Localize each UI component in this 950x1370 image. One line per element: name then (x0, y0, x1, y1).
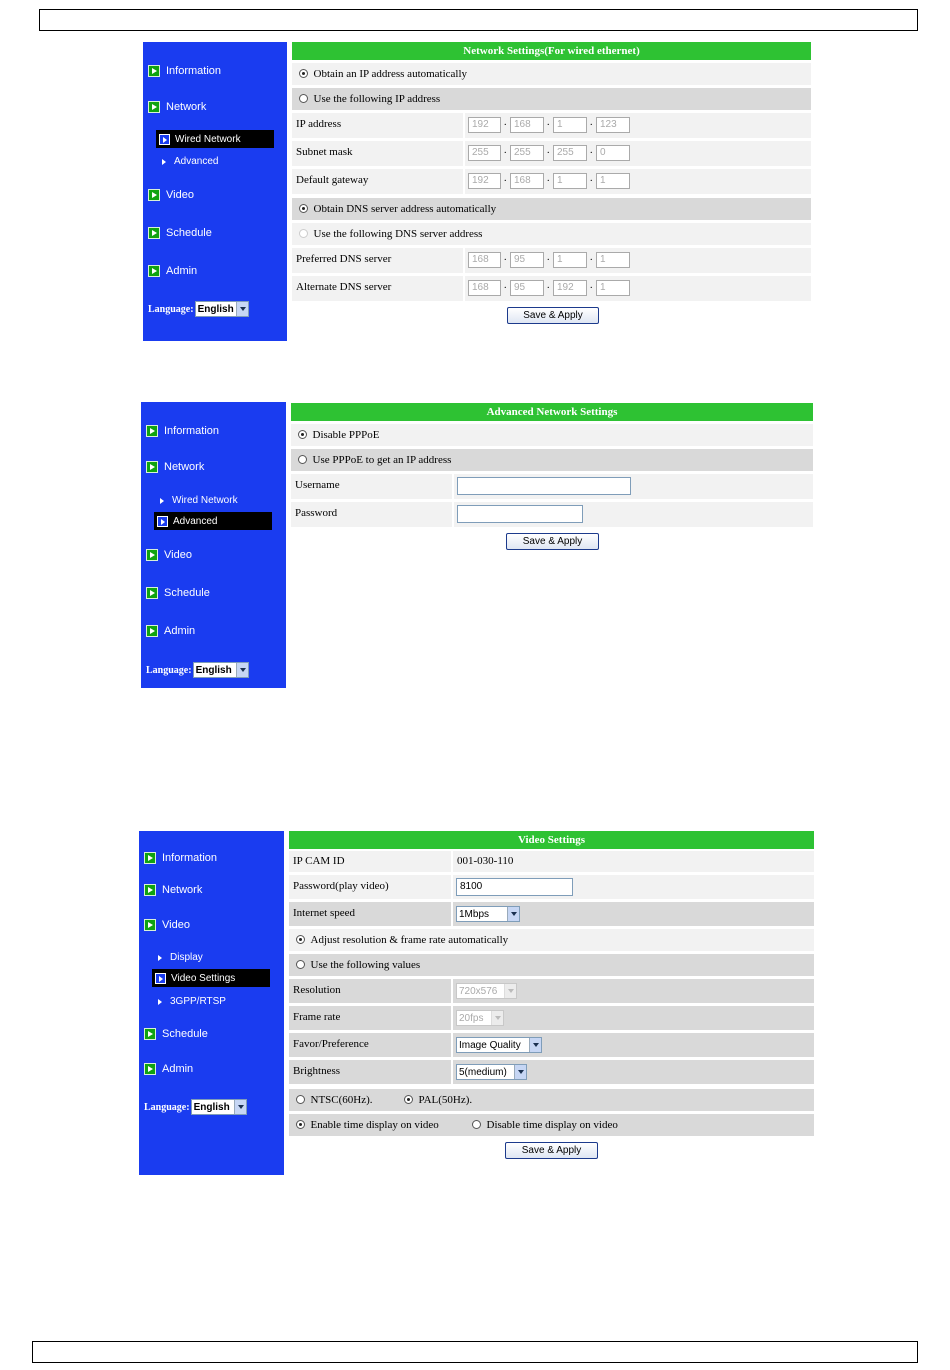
sidebar-item-admin[interactable]: Admin (144, 1061, 193, 1077)
sidebar-item-admin[interactable]: Admin (146, 623, 195, 639)
row-video-standard (289, 1089, 814, 1111)
label-use-following-dns: Use the following DNS server address (313, 228, 483, 240)
radio-enable-time[interactable] (296, 1120, 305, 1129)
label-password-play: Password(play video) (293, 880, 389, 892)
arrow-icon (155, 973, 166, 984)
frame-rate-select[interactable]: 20fps (456, 1010, 504, 1026)
row-use-ip (292, 88, 811, 110)
row-favor-preference (289, 1033, 814, 1057)
row-adjust-auto (289, 929, 814, 951)
label-brightness: Brightness (293, 1065, 341, 1077)
label-adjust-auto: Adjust resolution & frame rate automatically (310, 934, 509, 946)
arrow-icon (144, 1028, 156, 1040)
row-default-gateway: Default gateway 192 . 168 . 1 . 1 (292, 169, 811, 194)
label-obtain-dns-auto: Obtain DNS server address automatically (313, 203, 497, 215)
label-resolution: Resolution (293, 984, 341, 996)
row-time-display (289, 1114, 814, 1136)
row-preferred-dns: Preferred DNS server 168 . 95 . 1 . 1 (292, 248, 811, 273)
sidebar-subitem-wired-network[interactable]: Wired Network (160, 493, 238, 508)
save-apply-button[interactable]: Save & Apply (507, 307, 599, 324)
label-ipcam-id: IP CAM ID (293, 855, 345, 867)
sidebar-subitem-video-settings[interactable]: Video Settings (152, 969, 270, 987)
ip-octet-1[interactable]: 192 (468, 117, 501, 133)
chevron-down-icon (236, 302, 248, 316)
sidebar-item-schedule[interactable]: Schedule (148, 225, 212, 241)
internet-speed-select[interactable]: 1Mbps (456, 906, 520, 922)
radio-use-following-ip[interactable] (299, 94, 308, 103)
password-play-field[interactable]: 8100 (456, 878, 573, 896)
arrow-icon (146, 425, 158, 437)
row-password (289, 875, 814, 899)
language-select[interactable]: English (195, 301, 249, 317)
label-frame-rate: Frame rate (293, 1011, 341, 1023)
chevron-down-icon (529, 1038, 541, 1052)
label-use-following-ip: Use the following IP address (313, 93, 441, 105)
row-resolution (289, 979, 814, 1003)
pdns-octet-4[interactable]: 1 (596, 252, 630, 268)
pdns-octet-2[interactable]: 95 (510, 252, 544, 268)
arrow-icon (148, 227, 160, 239)
radio-obtain-ip-auto[interactable] (299, 69, 308, 78)
arrow-icon (162, 159, 166, 165)
chevron-down-icon (514, 1065, 526, 1079)
row-obtain-dns (292, 198, 811, 220)
sidebar-item-information[interactable]: Information (144, 850, 217, 866)
ip-octet-2[interactable]: 168 (510, 117, 544, 133)
subnet-octet-2[interactable]: 255 (510, 145, 544, 161)
label-username: Username (295, 479, 340, 491)
section-title: Network Settings(For wired ethernet) (292, 42, 811, 60)
section-title: Advanced Network Settings (291, 403, 813, 421)
page-footer-frame (32, 1341, 918, 1363)
sidebar-subitem-advanced[interactable]: Advanced (154, 512, 272, 530)
subnet-octet-4[interactable]: 0 (596, 145, 630, 161)
radio-adjust-auto[interactable] (296, 935, 305, 944)
sidebar-item-video[interactable]: Video (146, 547, 192, 563)
row-brightness (289, 1060, 814, 1084)
arrow-icon (148, 265, 160, 277)
arrow-icon (144, 884, 156, 896)
label-use-following-values: Use the following values (310, 959, 421, 971)
ipcam-id-value: 001-030-110 (457, 855, 514, 867)
row-frame-rate (289, 1006, 814, 1030)
chevron-down-icon (507, 907, 519, 921)
radio-use-following-values[interactable] (296, 960, 305, 969)
arrow-icon (148, 65, 160, 77)
arrow-icon (158, 955, 162, 961)
language-selector (148, 301, 249, 317)
label-subnet-mask: Subnet mask (296, 146, 353, 158)
network-settings-form (292, 42, 811, 332)
radio-disable-time[interactable] (472, 1120, 481, 1129)
sidebar-item-network[interactable]: Network (148, 99, 206, 115)
label-favor-preference: Favor/Preference (293, 1038, 369, 1050)
language-selector (146, 662, 249, 678)
password-field[interactable] (457, 505, 583, 523)
subnet-octet-3[interactable]: 255 (553, 145, 587, 161)
arrow-icon (148, 101, 160, 113)
arrow-icon (157, 516, 168, 527)
label-disable-pppoe: Disable PPPoE (312, 429, 380, 441)
label-preferred-dns: Preferred DNS server (296, 253, 392, 265)
pdns-octet-3[interactable]: 1 (553, 252, 587, 268)
advanced-network-form (291, 403, 813, 553)
row-subnet-mask: Subnet mask 255 . 255 . 255 . 0 (292, 141, 811, 166)
label-disable-time: Disable time display on video (486, 1119, 618, 1131)
chevron-down-icon (234, 1100, 246, 1114)
adns-octet-3[interactable]: 192 (553, 280, 587, 296)
label-ntsc: NTSC(60Hz). (310, 1094, 373, 1106)
section-title: Video Settings (289, 831, 814, 849)
label-alternate-dns: Alternate DNS server (296, 281, 392, 293)
label-enable-time: Enable time display on video (310, 1119, 439, 1131)
arrow-icon (148, 189, 160, 201)
sidebar-item-network[interactable]: Network (144, 882, 202, 898)
language-select[interactable]: English (193, 662, 249, 678)
chevron-down-icon (236, 663, 248, 677)
radio-use-pppoe[interactable] (298, 455, 307, 464)
ip-octet-4[interactable]: 123 (596, 117, 630, 133)
language-label: Language: (146, 664, 192, 676)
label-password: Password (295, 507, 338, 519)
language-selector (144, 1099, 247, 1115)
arrow-icon (144, 852, 156, 864)
gateway-octet-3[interactable]: 1 (553, 173, 587, 189)
arrow-icon (146, 625, 158, 637)
sidebar-item-schedule[interactable]: Schedule (144, 1026, 208, 1042)
sidebar-item-schedule[interactable]: Schedule (146, 585, 210, 601)
row-use-pppoe (291, 449, 813, 471)
adns-octet-2[interactable]: 95 (510, 280, 544, 296)
page-header-frame (39, 9, 918, 31)
label-internet-speed: Internet speed (293, 907, 355, 919)
row-alternate-dns: Alternate DNS server 168 . 95 . 192 . 1 (292, 276, 811, 301)
gateway-octet-4[interactable]: 1 (596, 173, 630, 189)
language-label: Language: (148, 303, 194, 315)
arrow-icon (146, 587, 158, 599)
label-ip-address: IP address (296, 118, 342, 130)
row-use-dns (292, 223, 811, 245)
gateway-octet-2[interactable]: 168 (510, 173, 544, 189)
row-password (291, 502, 813, 527)
row-obtain-ip (292, 63, 811, 85)
arrow-icon (144, 1063, 156, 1075)
label-obtain-ip-auto: Obtain an IP address automatically (313, 68, 468, 80)
chevron-down-icon (491, 1011, 503, 1025)
subnet-octet-1[interactable]: 255 (468, 145, 501, 161)
video-settings-form (289, 831, 814, 1161)
sidebar-subitem-wired-network[interactable]: Wired Network (156, 130, 274, 148)
radio-ntsc[interactable] (296, 1095, 305, 1104)
sidebar-subitem-display[interactable]: Display (158, 950, 203, 965)
favor-preference-select[interactable]: Image Quality (456, 1037, 542, 1053)
language-select[interactable]: English (191, 1099, 247, 1115)
arrow-icon (160, 498, 164, 504)
label-use-pppoe: Use PPPoE to get an IP address (312, 454, 452, 466)
sidebar-item-network[interactable]: Network (146, 459, 204, 475)
label-pal: PAL(50Hz). (418, 1094, 473, 1106)
gateway-octet-1[interactable]: 192 (468, 173, 501, 189)
row-disable-pppoe (291, 424, 813, 446)
row-internet-speed (289, 902, 814, 926)
ip-octet-3[interactable]: 1 (553, 117, 587, 133)
sidebar-item-video[interactable]: Video (144, 917, 190, 933)
chevron-down-icon (504, 984, 516, 998)
radio-pal[interactable] (404, 1095, 413, 1104)
row-use-following-values (289, 954, 814, 976)
radio-disable-pppoe[interactable] (298, 430, 307, 439)
username-field[interactable] (457, 477, 631, 495)
sidebar-item-admin[interactable]: Admin (148, 263, 197, 279)
adns-octet-1[interactable]: 168 (468, 280, 501, 296)
resolution-select[interactable]: 720x576 (456, 983, 517, 999)
sidebar-item-information[interactable]: Information (148, 63, 221, 79)
language-label: Language: (144, 1101, 190, 1113)
save-apply-button[interactable]: Save & Apply (505, 1142, 598, 1159)
brightness-select[interactable]: 5(medium) (456, 1064, 527, 1080)
arrow-icon (146, 461, 158, 473)
sidebar-item-video[interactable]: Video (148, 187, 194, 203)
sidebar-item-information[interactable]: Information (146, 423, 219, 439)
arrow-icon (159, 134, 170, 145)
sidebar-subitem-3gpp-rtsp[interactable]: 3GPP/RTSP (158, 994, 226, 1009)
label-default-gateway: Default gateway (296, 174, 369, 186)
radio-obtain-dns-auto[interactable] (299, 204, 308, 213)
adns-octet-4[interactable]: 1 (596, 280, 630, 296)
arrow-icon (146, 549, 158, 561)
sidebar-video (139, 831, 284, 1175)
row-ipcam-id (289, 851, 814, 872)
arrow-icon (144, 919, 156, 931)
sidebar-advanced (141, 402, 286, 688)
radio-use-following-dns[interactable] (299, 229, 308, 238)
sidebar-subitem-advanced[interactable]: Advanced (162, 154, 218, 169)
row-ip-address: IP address 192 . 168 . 1 . 123 (292, 113, 811, 138)
arrow-icon (158, 999, 162, 1005)
row-username (291, 474, 813, 499)
save-apply-button[interactable]: Save & Apply (506, 533, 599, 550)
sidebar-network (143, 42, 287, 341)
pdns-octet-1[interactable]: 168 (468, 252, 501, 268)
